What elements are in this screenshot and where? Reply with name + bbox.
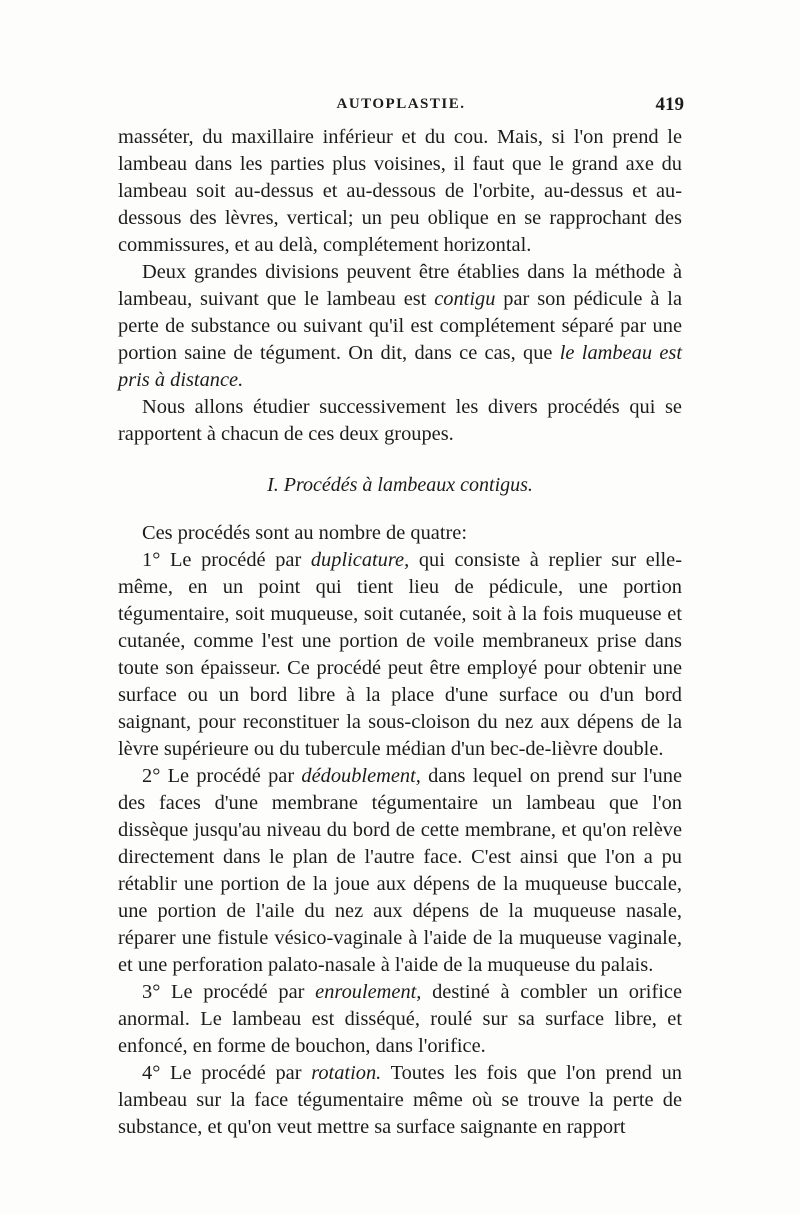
italic-text: dédoublement, [301,765,421,787]
paragraph [118,394,682,448]
section-heading: I. Procédés à lambeaux contigus. [267,474,533,496]
text-run: Toutes les fois que l'on prend un lambeau sur la face tégumentaire même où se trouve la perte de substance, et qu'on veut mettre sa surface saignante en rapport [118,1062,682,1138]
text-run: destiné à combler un orifice anormal. Le lambeau est disséqué, roulé sur sa surface libre, et enfoncé, en forme de bouchon, dans l'orifice. [118,981,683,1057]
text-run: qui consiste à replier sur elle-même, en un point qui tient lieu de pédicule, une portion tégumentaire, soit muqueuse, soit cutanée, soit à la fois muqueuse et cutanée, comme l'est une portion de voile membraneux prise dans toute son épaisseur. Ce procédé peut être employé pour obtenir une surface ou un bord libre à la place d'une surface ou d'un bord saignant, pour reconstituer la sous-cloison du nez aux dépens de la lèvre supérieure ou du tubercule médian d'un bec-de-lièvre double. [118,549,683,760]
paragraph [118,520,682,547]
paragraph [118,124,682,259]
paragraph [118,547,682,763]
running-title: AUTOPLASTIE. [336,96,466,112]
paragraph [118,979,682,1060]
body-text [118,124,682,1141]
text-run: masséter, du maxillaire inférieur et du cou. Mais, si l'on prend le lambeau dans les parties plus voisines, il faut que le grand axe du lambeau soit au-dessus et au-dessous de l'orbite, au-dessus et au-dessous des lèvres, vertical; un peu oblique en se rapprochant des commissures, et au delà, complétement horizontal. [118,126,682,256]
text-run: 1° Le procédé par [142,549,311,571]
text-run: 4° Le procédé par [142,1062,312,1084]
italic-text: le lambeau est pris à distance. [118,342,682,391]
text-run: 3° Le procédé par [142,981,316,1003]
italic-text: rotation. [311,1062,382,1084]
text-run: dans lequel on prend sur l'une des faces d'une membrane tégumentaire un lambeau que l'on dissèque jusqu'au niveau du bord de cette membrane, et qu'on relève directement dans le plan de l'autre face. C'est ainsi que l'on a pu rétablir une portion de la joue aux dépens de la muqueuse buccale, une portion de l'aile du nez aux dépens de la muqueuse nasale, réparer une fistule vésico-vaginale à l'aide de la muqueuse vaginale, et une perforation palato-nasale à l'aide de la muqueuse du palais. [118,765,682,976]
running-head [118,96,684,120]
text-run: Nous allons étudier successivement les divers procédés qui se rapportent à chacun de ces deux groupes. [118,396,682,445]
text-run: Deux grandes divisions peuvent être établies dans la méthode à lambeau, suivant que le lambeau est [118,261,682,310]
text-run: par son pédicule à la perte de substance ou suivant qu'il est complétement séparé par une portion saine de tégument. On dit, dans ce cas, que [118,288,683,364]
page-number: 419 [655,94,684,115]
paragraph [118,763,682,979]
text-run: Ces procédés sont au nombre de quatre: [142,522,468,544]
italic-text: duplicature, [310,549,410,571]
paragraph [118,1060,682,1141]
paragraph [118,259,682,394]
text-run: 2° Le procédé par [142,765,302,787]
italic-text: contigu [434,288,496,310]
italic-text: enroulement, [315,981,422,1003]
